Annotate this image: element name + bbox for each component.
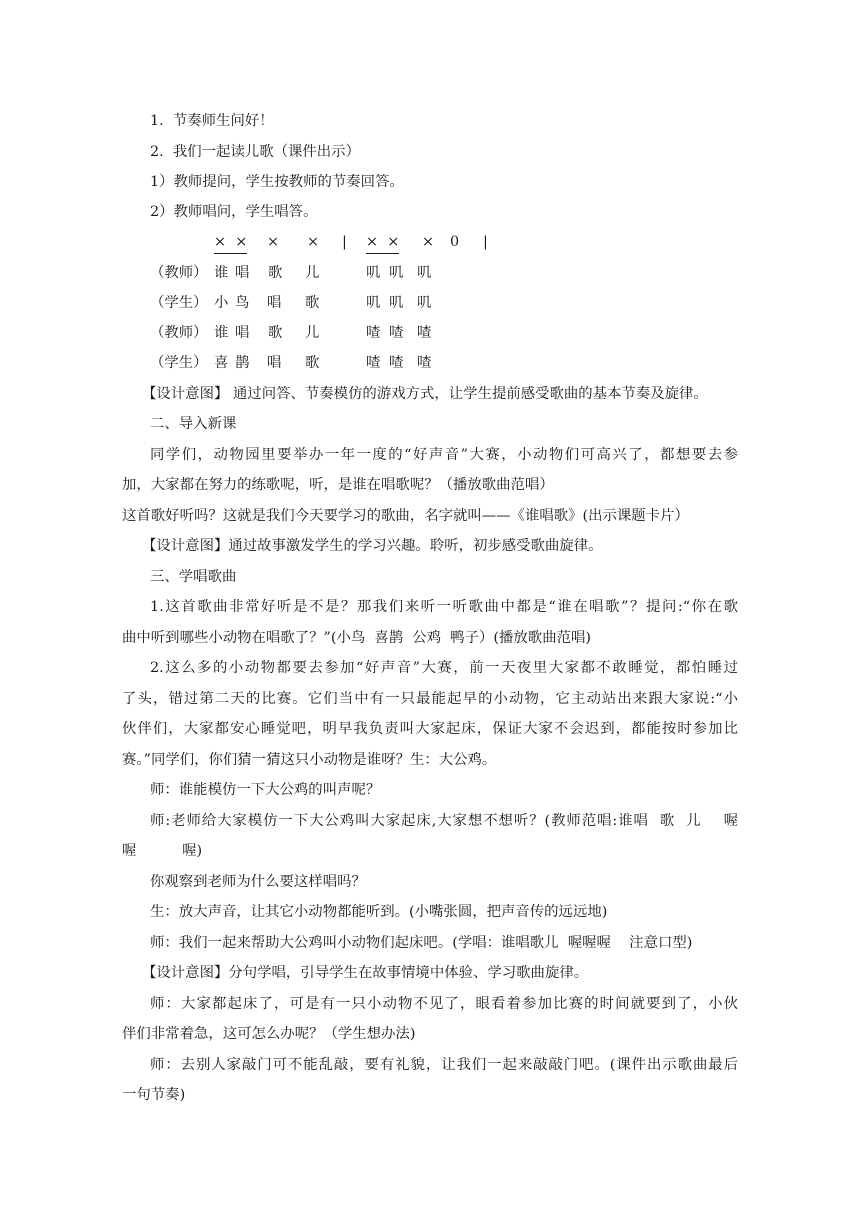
dialogue-role: （教师） [150, 325, 208, 341]
design-intent-3: 【设计意图】分句学唱，引导学生在故事情境中体验、学习歌曲旋律。 [142, 965, 589, 981]
dialogue-row [0, 293, 860, 315]
paragraph-line: 伴们非常着急，这可怎么办呢？（学生想办法) [122, 1026, 416, 1042]
paragraph-line: 同学们，动物园里要举办一年一度的“好声音”大赛，小动物们可高兴了，都想要去参 [150, 447, 738, 463]
dialogue-row [0, 323, 860, 345]
rhythm-notation [0, 231, 860, 255]
dialogue-word: 歌 [305, 355, 320, 371]
dialogue-word: 唱 [267, 355, 282, 371]
dialogue-word: 唱 [235, 325, 250, 341]
dialogue-row [0, 353, 860, 375]
rhythm-barline-2: | [483, 234, 488, 250]
paragraph-line: 加，大家都在努力的练歌呢，听，是谁在唱歌呢？（播放歌曲范唱） [122, 477, 554, 493]
dialogue-word: 喳 [366, 355, 381, 371]
dialogue-word: 唱 [235, 265, 250, 281]
paragraph-line: 你观察到老师为什么要这样唱吗？ [150, 874, 366, 890]
paragraph-line: 师:老师给大家模仿一下大公鸡叫大家起床,大家想不想听？(教师范唱:谁唱 歌 儿 喔 [150, 813, 738, 829]
dialogue-word: 叽 [389, 295, 404, 311]
dialogue-word: 喳 [417, 355, 432, 371]
dialogue-word: 谁 [214, 325, 229, 341]
paragraph-line: 这首歌好听吗？这就是我们今天要学习的歌曲，名字就叫——《谁唱歌》(出示课题卡片） [122, 508, 689, 524]
dialogue-word: 喳 [389, 355, 404, 371]
rhythm-group-1c: × [307, 234, 320, 250]
intro-sub-2: 2）教师唱问，学生唱答。 [150, 204, 318, 220]
dialogue-role: （教师） [150, 265, 208, 281]
design-intent-1: 【设计意图】 通过问答、节奏模仿的游戏方式，让学生提前感受歌曲的基本节奏及旋律。 [142, 386, 708, 402]
paragraph-line: 1.这首歌曲非常好听是不是？那我们来听一听歌曲中都是“谁在唱歌”？提问:“你在歌 [150, 599, 738, 615]
dialogue-word: 儿 [305, 325, 320, 341]
paragraph-line: 喔 喔) [122, 843, 203, 859]
rhythm-barline-1: | [342, 234, 347, 250]
dialogue-word: 歌 [268, 325, 283, 341]
dialogue-word: 歌 [268, 265, 283, 281]
dialogue-word: 儿 [305, 265, 320, 281]
paragraph-line: 了头，错过第二天的比赛。它们当中有一只最能起早的小动物，它主动站出来跟大家说:“小 [122, 691, 738, 707]
dialogue-word: 小 [214, 295, 229, 311]
dialogue-word: 叽 [366, 295, 381, 311]
dialogue-role: （学生） [150, 295, 208, 311]
dialogue-word: 喳 [417, 325, 432, 341]
rhythm-group-2c: 0 [450, 234, 460, 250]
paragraph-line: 师：谁能模仿一下大公鸡的叫声呢？ [150, 782, 381, 798]
paragraph-line: 师：我们一起来帮助大公鸡叫小动物们起床吧。(学唱：谁唱歌儿 喔喔喔 注意口型) [150, 935, 693, 951]
dialogue-role: （学生） [150, 355, 208, 371]
intro-item-2: 2. 我们一起读儿歌（课件出示） [150, 144, 360, 160]
rhythm-group-2a: × × [366, 231, 399, 254]
paragraph-line: 一句节奏) [122, 1087, 186, 1103]
dialogue-word: 唱 [267, 295, 282, 311]
intro-item-1: 1. 节奏师生问好！ [150, 113, 274, 129]
paragraph-line: 师：大家都起床了，可是有一只小动物不见了，眼看着参加比赛的时间就要到了，小伙 [150, 996, 738, 1012]
dialogue-word: 叽 [366, 265, 381, 281]
paragraph-line: 赛。”同学们，你们猜一猜这只小动物是谁呀？生：大公鸡。 [122, 752, 497, 768]
design-intent-2: 【设计意图】通过故事激发学生的学习兴趣。聆听，初步感受歌曲旋律。 [142, 538, 603, 554]
paragraph-line: 2.这么多的小动物都要去参加“好声音”大赛，前一天夜里大家都不敢睡觉，都怕睡过 [150, 660, 738, 676]
rhythm-group-1b: × [267, 234, 280, 250]
dialogue-word: 叽 [389, 265, 404, 281]
intro-sub-1: 1）教师提问，学生按教师的节奏回答。 [150, 174, 404, 190]
dialogue-word: 喳 [366, 325, 381, 341]
dialogue-word: 叽 [417, 265, 432, 281]
dialogue-word: 叽 [417, 295, 432, 311]
dialogue-word: 鹊 [235, 355, 250, 371]
paragraph-line: 生：放大声音，让其它小动物都能听到。(小嘴张圆，把声音传的远远地) [150, 904, 608, 920]
section-heading-3: 三、学唱歌曲 [150, 569, 237, 585]
dialogue-word: 鸟 [235, 295, 250, 311]
rhythm-group-2b: × [422, 234, 435, 250]
dialogue-word: 喜 [214, 355, 229, 371]
dialogue-word: 喳 [389, 325, 404, 341]
dialogue-word: 谁 [214, 265, 229, 281]
paragraph-line: 师：去别人家敲门可不能乱敲，要有礼貌，让我们一起来敲敲门吧。(课件出示歌曲最后 [150, 1057, 738, 1073]
paragraph-line: 曲中听到哪些小动物在唱歌了？”(小鸟 喜鹊 公鸡 鸭子）(播放歌曲范唱) [122, 630, 591, 646]
dialogue-word: 歌 [305, 295, 320, 311]
paragraph-line: 伙伴们，大家都安心睡觉吧，明早我负责叫大家起床，保证大家不会迟到，都能按时参加比 [122, 721, 738, 737]
rhythm-group-1a: × × [214, 231, 247, 254]
section-heading-2: 二、导入新课 [150, 416, 237, 432]
dialogue-row [0, 263, 860, 285]
